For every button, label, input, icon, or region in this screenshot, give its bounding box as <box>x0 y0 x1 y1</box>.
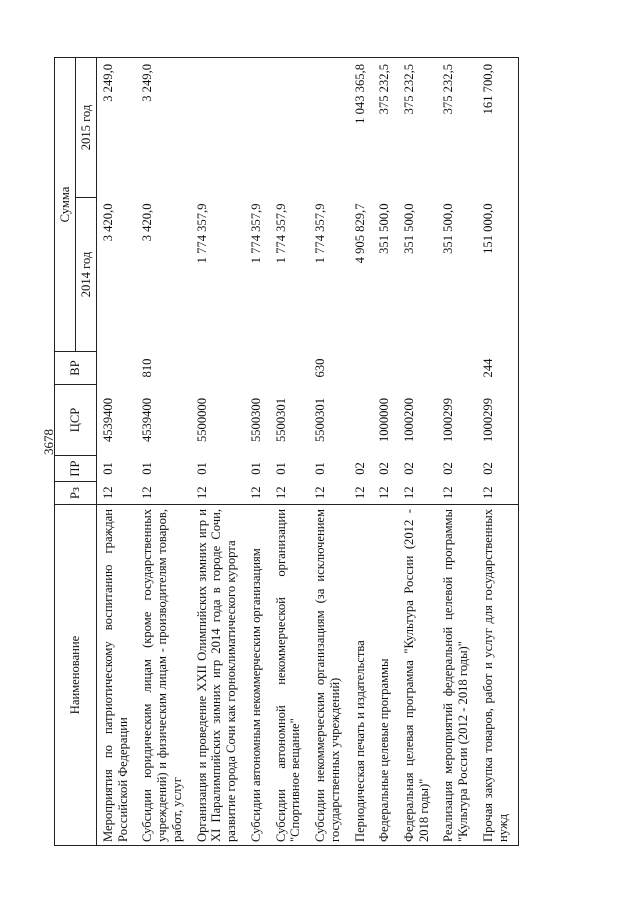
cell-csr: 1000200 <box>402 397 417 443</box>
cell-vr <box>349 352 374 385</box>
cell-amount-2015: 375 232,5 <box>437 57 476 197</box>
cell-pr: 02 <box>377 462 392 475</box>
cell-csr: 1000000 <box>377 397 392 443</box>
cell-csr: 1000299 <box>441 397 456 443</box>
cell-csr: 1000299 <box>477 385 519 456</box>
cell-amount-2015: 161 700,0 <box>477 57 519 197</box>
cell-csr: 5500301 <box>273 397 288 443</box>
page-number: 3678 <box>41 429 56 455</box>
cell-rz: 12 <box>477 482 519 505</box>
table-row <box>136 57 190 845</box>
cell-pr: 01 <box>101 462 115 475</box>
cell-amount-2014: 1 774 357,9 <box>194 203 209 264</box>
table-row <box>477 57 519 845</box>
table-row <box>349 57 374 845</box>
cell-vr: 810 <box>140 358 155 378</box>
cell-amount-2015 <box>191 57 245 197</box>
cell-csr: 5500000 <box>194 397 209 443</box>
cell-amount-2015: 3 249,0 <box>97 57 137 197</box>
rotated-page <box>54 58 588 846</box>
cell-rz: 12 <box>248 486 263 500</box>
cell-rz: 12 <box>101 486 115 500</box>
header-sum: Сумма <box>55 57 76 351</box>
cell-csr <box>349 385 374 456</box>
cell-vr <box>97 352 137 385</box>
cell-pr: 01 <box>140 462 155 475</box>
table-row <box>245 57 270 845</box>
cell-amount-2014: 3 420,0 <box>101 203 115 242</box>
header-year-2014: 2014 год <box>76 198 97 352</box>
cell-pr: 02 <box>402 462 417 475</box>
cell-amount-2015 <box>245 57 270 197</box>
cell-name: Мероприятия по патриотическому воспитанию граждан Российской Федерации <box>97 505 137 846</box>
cell-pr: 01 <box>313 462 328 475</box>
cell-amount-2015 <box>309 57 348 197</box>
cell-pr: 02 <box>352 462 367 475</box>
cell-pr: 01 <box>194 462 209 475</box>
cell-name: Периодическая печать и издательства <box>349 505 374 846</box>
cell-vr <box>398 352 437 385</box>
cell-rz: 12 <box>273 486 288 500</box>
cell-amount-2014: 3 420,0 <box>140 203 155 242</box>
cell-amount-2015: 1 043 365,8 <box>349 57 374 197</box>
cell-rz: 12 <box>377 486 392 500</box>
table-row <box>437 57 476 845</box>
header-name: Наименование <box>55 505 97 846</box>
cell-csr: 4539400 <box>140 397 155 443</box>
cell-rz: 12 <box>140 486 155 500</box>
cell-vr: 244 <box>477 352 519 385</box>
header-vr: ВР <box>55 352 97 385</box>
cell-amount-2014: 1 774 357,9 <box>273 203 288 264</box>
cell-amount-2015: 375 232,5 <box>398 57 437 197</box>
cell-name: Реализация мероприятий федеральной целевой программы "Культура России (2012 - 2018 годы)" <box>437 505 476 846</box>
cell-amount-2014: 4 905 829,7 <box>352 203 367 264</box>
cell-amount-2014: 351 500,0 <box>402 203 417 254</box>
cell-rz: 12 <box>313 486 328 500</box>
table-row <box>398 57 437 845</box>
cell-amount-2014: 1 774 357,9 <box>248 203 263 264</box>
cell-rz: 12 <box>402 486 417 500</box>
cell-amount-2014: 1 774 357,9 <box>313 203 328 264</box>
cell-rz: 12 <box>194 486 209 500</box>
cell-rz: 12 <box>441 486 456 500</box>
cell-name: Субсидии юридическим лицам (кроме государственных учреждений) и физическим лицам - производителям товаров, работ, услуг <box>136 505 190 846</box>
cell-name: Субсидии некоммерческим организациям (за исключением государственных учреждений) <box>309 505 348 846</box>
cell-vr <box>270 352 309 385</box>
cell-pr: 01 <box>273 462 288 475</box>
table-row <box>270 57 309 845</box>
cell-amount-2014: 151 000,0 <box>477 198 519 352</box>
cell-vr <box>373 352 398 385</box>
cell-name: Организация и проведение XXII Олимпийских зимних игр и XI Паралимпийских зимних игр 2014 года в городе Сочи, развитие города Сочи как горноклиматического курорта <box>191 505 245 846</box>
cell-pr: 02 <box>441 462 456 475</box>
cell-name: Федеральная целевая программа "Культура России (2012 - 2018 годы)" <box>398 505 437 846</box>
header-csr: ЦСР <box>55 385 97 456</box>
cell-pr: 01 <box>248 462 263 475</box>
cell-amount-2015: 375 232,5 <box>373 57 398 197</box>
table-row <box>97 57 137 845</box>
cell-vr <box>191 352 245 385</box>
cell-amount-2015: 3 249,0 <box>136 57 190 197</box>
table-body <box>97 57 519 845</box>
cell-csr: 4539400 <box>101 397 115 443</box>
cell-csr: 5500300 <box>248 397 263 443</box>
table-row <box>191 57 245 845</box>
table-row <box>309 57 348 845</box>
cell-vr <box>437 352 476 385</box>
cell-name: Федеральные целевые программы <box>373 505 398 846</box>
cell-name: Субсидии автономным некоммерческим организациям <box>245 505 270 846</box>
cell-pr: 02 <box>477 456 519 482</box>
header-year-2015: 2015 год <box>76 57 97 197</box>
budget-table <box>54 57 519 846</box>
cell-amount-2014: 351 500,0 <box>377 203 392 254</box>
cell-rz: 12 <box>352 486 367 500</box>
cell-amount-2015 <box>270 57 309 197</box>
cell-csr: 5500301 <box>313 397 328 443</box>
cell-vr <box>245 352 270 385</box>
cell-name: Прочая закупка товаров, работ и услуг для государственных нужд <box>477 505 519 846</box>
header-rz: Рз <box>55 482 97 505</box>
cell-amount-2014: 351 500,0 <box>441 203 456 254</box>
table-row <box>373 57 398 845</box>
header-pr: ПР <box>55 456 97 482</box>
cell-name: Субсидии автономной некоммерческой организации "Спортивное вещание" <box>270 505 309 846</box>
cell-vr: 630 <box>313 358 328 378</box>
